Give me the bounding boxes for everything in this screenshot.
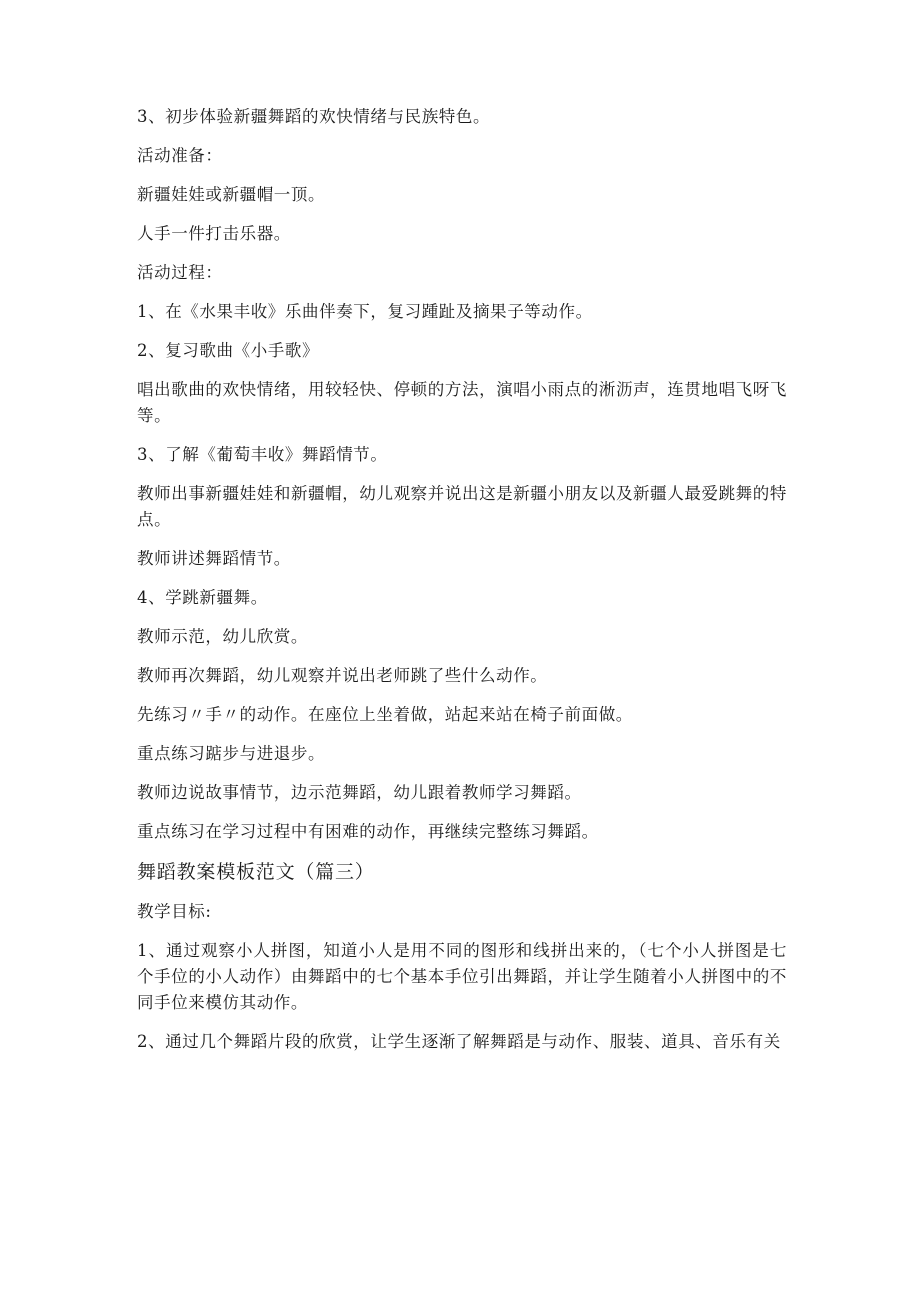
process-step-4: 4、学跳新疆舞。	[137, 588, 268, 607]
process-step-2: 2、复习歌曲《小手歌》	[137, 341, 320, 360]
process-paragraph: 重点练习在学习过程中有困难的动作，再继续完整练习舞蹈。	[137, 822, 599, 841]
document-body	[137, 104, 787, 1068]
goal-item-3: 3、初步体验新疆舞蹈的欢快情绪与民族特色。	[137, 107, 491, 126]
process-paragraph: 教师出事新疆娃娃和新疆帽，幼儿观察并说出这是新疆小朋友以及新疆人最爱跳舞的特点。	[137, 484, 787, 529]
process-heading: 活动过程：	[137, 263, 223, 282]
process-paragraph: 教师示范，幼儿欣赏。	[137, 627, 308, 646]
teaching-goal-1: 1、通过观察小人拼图，知道小人是用不同的图形和线拼出来的，（七个小人拼图是七个手位的小人动作）由舞蹈中的七个基本手位引出舞蹈，并让学生随着小人拼图中的不同手位来模仿其动作。	[137, 941, 787, 1012]
process-paragraph: 唱出歌曲的欢快情绪，用较轻快、停顿的方法，演唱小雨点的淅沥声，连贯地唱飞呀飞等。	[137, 380, 787, 425]
material-item: 新疆娃娃或新疆帽一顶。	[137, 185, 326, 204]
process-paragraph: 重点练习踮步与进退步。	[137, 744, 326, 763]
materials-heading: 活动准备：	[137, 146, 223, 165]
section-heading: 舞蹈教案模板范文（篇三）	[137, 861, 375, 883]
teaching-goals-heading: 教学目标:	[137, 902, 212, 921]
process-paragraph: 教师讲述舞蹈情节。	[137, 549, 291, 568]
process-step-1: 1、在《水果丰收》乐曲伴奏下，复习踵趾及摘果子等动作。	[137, 302, 593, 321]
process-paragraph: 先练习〃手〃的动作。在座位上坐着做，站起来站在椅子前面做。	[137, 705, 633, 724]
teaching-goal-2: 2、通过几个舞蹈片段的欣赏，让学生逐渐了解舞蹈是与动作、服装、道具、音乐有关	[137, 1032, 781, 1051]
process-step-3: 3、了解《葡萄丰收》舞蹈情节。	[137, 445, 388, 464]
process-paragraph: 教师再次舞蹈，幼儿观察并说出老师跳了些什么动作。	[137, 666, 548, 685]
process-paragraph: 教师边说故事情节，边示范舞蹈，幼儿跟着教师学习舞蹈。	[137, 783, 582, 802]
material-item: 人手一件打击乐器。	[137, 224, 291, 243]
